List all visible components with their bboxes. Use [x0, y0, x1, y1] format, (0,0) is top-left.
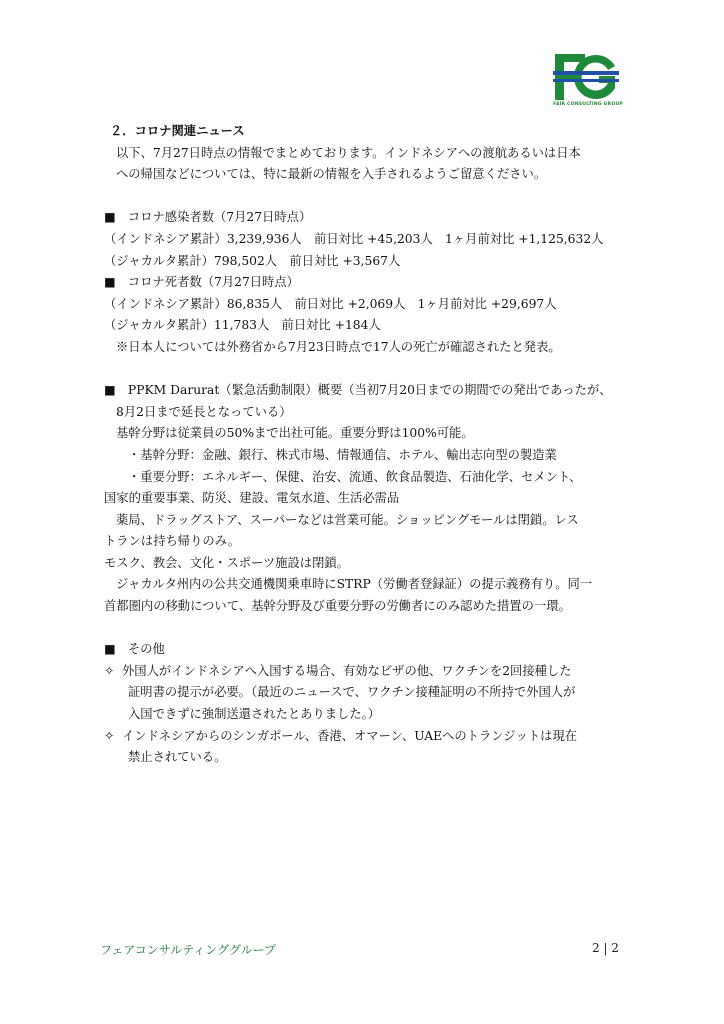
diamond-bullet-icon: ✧ [104, 728, 115, 743]
other-item-cont: 入国できずに強制送還されたとありました。） [128, 707, 381, 722]
document-body [104, 121, 634, 769]
spacer [104, 618, 634, 640]
intro-line: 以下、7月27日時点の情報でまとめております。インドネシアへの渡航あるいは日本 [116, 145, 581, 160]
other-item-cont: 禁止されている。 [128, 750, 227, 765]
spacer [104, 186, 634, 208]
logo-caption: FAIR CONSULTING GROUP [553, 102, 623, 107]
infections-line: （インドネシア累計）3,239,936人 前日対比 +45,203人 1ヶ月前対比 +1,125,632人 [104, 231, 604, 246]
page-number: 2 | 2 [592, 941, 619, 955]
ppkm-shops-cont: トランは持ち帰りのみ。 [104, 534, 241, 549]
ppkm-heading-cont: 8月2日まで延長となっている） [116, 404, 292, 419]
infections-heading: ■ コロナ感染者数（7月27日時点） [104, 210, 312, 225]
ppkm-essential: 基幹分野は従業員の50%まで出社可能。重要分野は100%可能。 [116, 426, 474, 441]
deaths-line: （インドネシア累計）86,835人 前日対比 +2,069人 1ヶ月前対比 +29,697人 [104, 296, 557, 311]
ppkm-transport: ジャカルタ州内の公共交通機関乗車時にSTRP（労働者登録証）の提示義務有り。同一 [116, 577, 593, 592]
deaths-line: （ジャカルタ累計）11,783人 前日対比 +184人 [104, 318, 381, 333]
ppkm-worship: モスク、教会、文化・スポーツ施設は閉鎖。 [104, 555, 349, 570]
ppkm-heading: ■ PPKM Darurat（緊急活動制限）概要（当初7月20日までの期間での発出であったが、 [104, 383, 612, 398]
deaths-note: ※日本人については外務省から7月23日時点で17人の死亡が確認されたと発表。 [116, 339, 561, 354]
intro-line: への帰国などについては、特に最新の情報を入手されるようご留意ください。 [116, 167, 547, 182]
deaths-heading: ■ コロナ死者数（7月27日時点） [104, 275, 299, 290]
other-item [104, 726, 634, 748]
ppkm-transport-cont: 首都圏内の移動について、基幹分野及び重要分野の労働者にのみ認めた措置の一環。 [104, 599, 571, 614]
spacer [104, 359, 634, 381]
section-title: ２．コロナ関連ニュース [110, 124, 245, 138]
footer-company: フェアコンサルティンググループ [100, 943, 277, 957]
other-heading: ■ その他 [104, 642, 165, 657]
other-item-cont: 証明書の提示が必要。（最近のニュースで、ワクチン接種証明の不所持で外国人が [128, 685, 576, 700]
diamond-bullet-icon: ✧ [104, 663, 115, 678]
other-item-text: インドネシアからのシンガポール、香港、オマーン、UAEへのトランジットは現在 [122, 728, 578, 743]
other-item [104, 661, 634, 683]
infections-line: （ジャカルタ累計）798,502人 前日対比 +3,567人 [104, 253, 401, 268]
ppkm-essential-sectors: ・基幹分野：金融、銀行、株式市場、情報通信、ホテル、輸出志向型の製造業 [128, 447, 557, 462]
ppkm-critical-sectors: ・重要分野：エネルギー、保健、治安、流通、飲食品製造、石油化学、セメント、 [128, 469, 582, 484]
ppkm-shops: 薬局、ドラッグストア、スーパーなどは営業可能。ショッピングモールは閉鎖。レス [116, 512, 579, 527]
ppkm-critical-sectors-cont: 国家的重要事業、防災、建設、電気水道、生活必需品 [104, 491, 400, 506]
other-item-text: 外国人がインドネシアへ入国する場合、有効なビザの他、ワクチンを2回接種した [122, 663, 572, 678]
